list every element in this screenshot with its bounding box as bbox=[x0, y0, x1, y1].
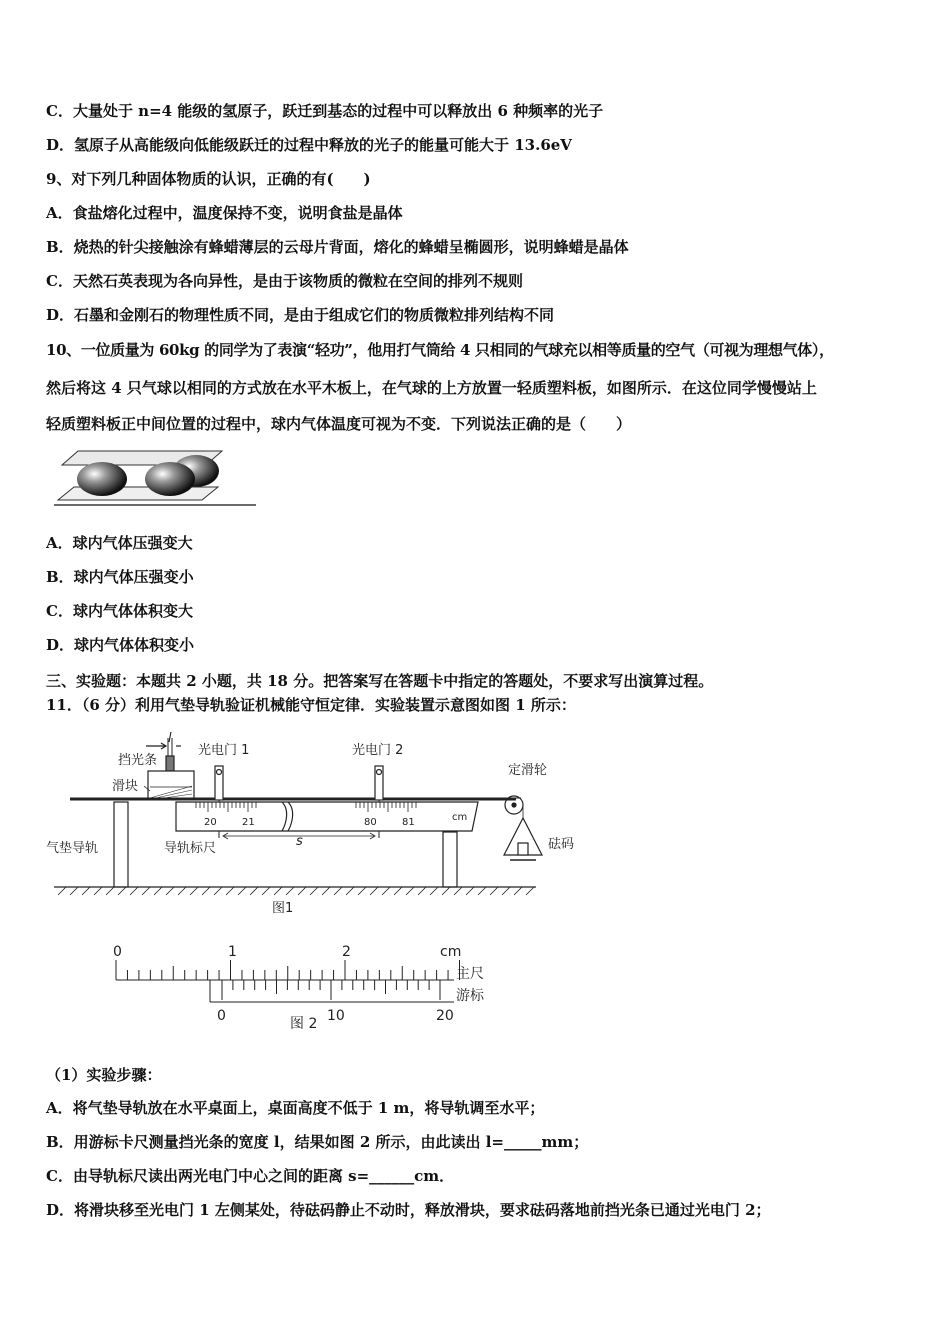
vernier-scale bbox=[222, 980, 440, 1000]
option-8c: C．大量处于 n=4 能级的氢原子，跃迁到基态的过程中可以释放出 6 种频率的光子 bbox=[46, 102, 604, 120]
figure-1-caption: 图1 bbox=[272, 901, 294, 916]
option-10b: B．球内气体压强变小 bbox=[46, 568, 194, 586]
svg-text:2: 2 bbox=[342, 944, 351, 960]
svg-text:20: 20 bbox=[436, 1008, 454, 1024]
svg-text:21: 21 bbox=[242, 817, 255, 828]
figure-1-air-track bbox=[46, 728, 606, 918]
vernier-scale-label: 游标 bbox=[456, 988, 484, 1004]
svg-text:20: 20 bbox=[204, 817, 217, 828]
option-10c: C．球内气体体积变大 bbox=[46, 602, 193, 620]
label-pulley: 定滑轮 bbox=[508, 763, 548, 778]
label-light-bar: 挡光条 bbox=[118, 753, 158, 768]
svg-text:s: s bbox=[296, 834, 303, 849]
label-weight: 砝码 bbox=[548, 837, 575, 852]
label-rail: 气垫导轨 bbox=[46, 841, 99, 856]
section-3-heading: 三、实验题：本题共 2 小题，共 18 分。把答案写在答题卡中指定的答题处，不要求写出演算过程。 bbox=[46, 672, 714, 690]
option-8d: D．氢原子从高能级向低能级跃迁的过程中释放的光子的能量可能大于 13.6eV bbox=[46, 136, 572, 154]
main-scale-label: 主尺 bbox=[456, 966, 484, 982]
main-scale bbox=[116, 960, 460, 980]
steps-heading: （1）实验步骤： bbox=[46, 1066, 162, 1084]
question-10-stem-line2: 然后将这 4 只气球以相同的方式放在水平木板上，在气球的上方放置一轻质塑料板，如图所示．在这位同学慢慢站上 bbox=[46, 379, 817, 397]
svg-text:cm: cm bbox=[452, 812, 468, 823]
step-a: A．将气垫导轨放在水平桌面上，桌面高度不低于 1 m，将导轨调至水平； bbox=[46, 1099, 545, 1117]
step-d: D．将滑块移至光电门 1 左侧某处，待砝码静止不动时，释放滑块，要求砝码落地前挡光条已通过光电门 2； bbox=[46, 1201, 771, 1219]
track-leg-left bbox=[114, 802, 128, 887]
balloon-figure bbox=[46, 447, 261, 509]
figure-2-caption: 图 2 bbox=[290, 1016, 318, 1032]
question-10-stem-line3: 轻质塑料板正中间位置的过程中，球内气体温度可视为不变．下列说法正确的是（ ） bbox=[46, 415, 632, 433]
option-10d: D．球内气体体积变小 bbox=[46, 636, 195, 654]
track-scale bbox=[176, 802, 478, 831]
light-bar bbox=[166, 756, 174, 771]
svg-text:0: 0 bbox=[113, 944, 122, 960]
question-9-stem: 9、对下列几种固体物质的认识，正确的有( ) bbox=[46, 170, 371, 188]
svg-text:1: 1 bbox=[228, 944, 237, 960]
label-gate1: 光电门 1 bbox=[198, 743, 250, 758]
balloon bbox=[77, 462, 127, 496]
svg-text:cm: cm bbox=[440, 944, 462, 960]
svg-text:10: 10 bbox=[327, 1008, 345, 1024]
question-11-stem: 11．（6 分）利用气垫导轨验证机械能守恒定律．实验装置示意图如图 1 所示： bbox=[46, 696, 576, 714]
label-scale: 导轨标尺 bbox=[164, 841, 217, 856]
label-slider: 滑块 bbox=[112, 779, 139, 794]
step-b: B．用游标卡尺测量挡光条的宽度 l，结果如图 2 所示，由此读出 l=_____mm； bbox=[46, 1133, 589, 1151]
option-9b: B．烧热的针尖接触涂有蜂蜡薄层的云母片背面，熔化的蜂蜡呈椭圆形，说明蜂蜡是晶体 bbox=[46, 238, 629, 256]
label-gate2: 光电门 2 bbox=[352, 743, 404, 758]
svg-text:0: 0 bbox=[217, 1008, 226, 1024]
option-9a: A．食盐熔化过程中，温度保持不变，说明食盐是晶体 bbox=[46, 204, 403, 222]
step-c: C．由导轨标尺读出两光电门中心之间的距离 s=______cm． bbox=[46, 1167, 455, 1185]
svg-text:81: 81 bbox=[402, 817, 415, 828]
label-l: l bbox=[168, 731, 172, 746]
svg-text:80: 80 bbox=[364, 817, 377, 828]
figure-2-vernier bbox=[100, 940, 500, 1032]
option-10a: A．球内气体压强变大 bbox=[46, 534, 193, 552]
option-9c: C．天然石英表现为各向异性，是由于该物质的微粒在空间的排列不规则 bbox=[46, 272, 523, 290]
question-10-stem-line1: 10、一位质量为 60kg 的同学为了表演“轻功”，他用打气筒给 4 只相同的气球充以相等质量的空气（可视为理想气体）， bbox=[46, 341, 834, 359]
option-9d: D．石墨和金刚石的物理性质不同，是由于组成它们的物质微粒排列结构不同 bbox=[46, 306, 555, 324]
track-leg-right bbox=[443, 832, 457, 887]
balloon bbox=[145, 462, 195, 496]
